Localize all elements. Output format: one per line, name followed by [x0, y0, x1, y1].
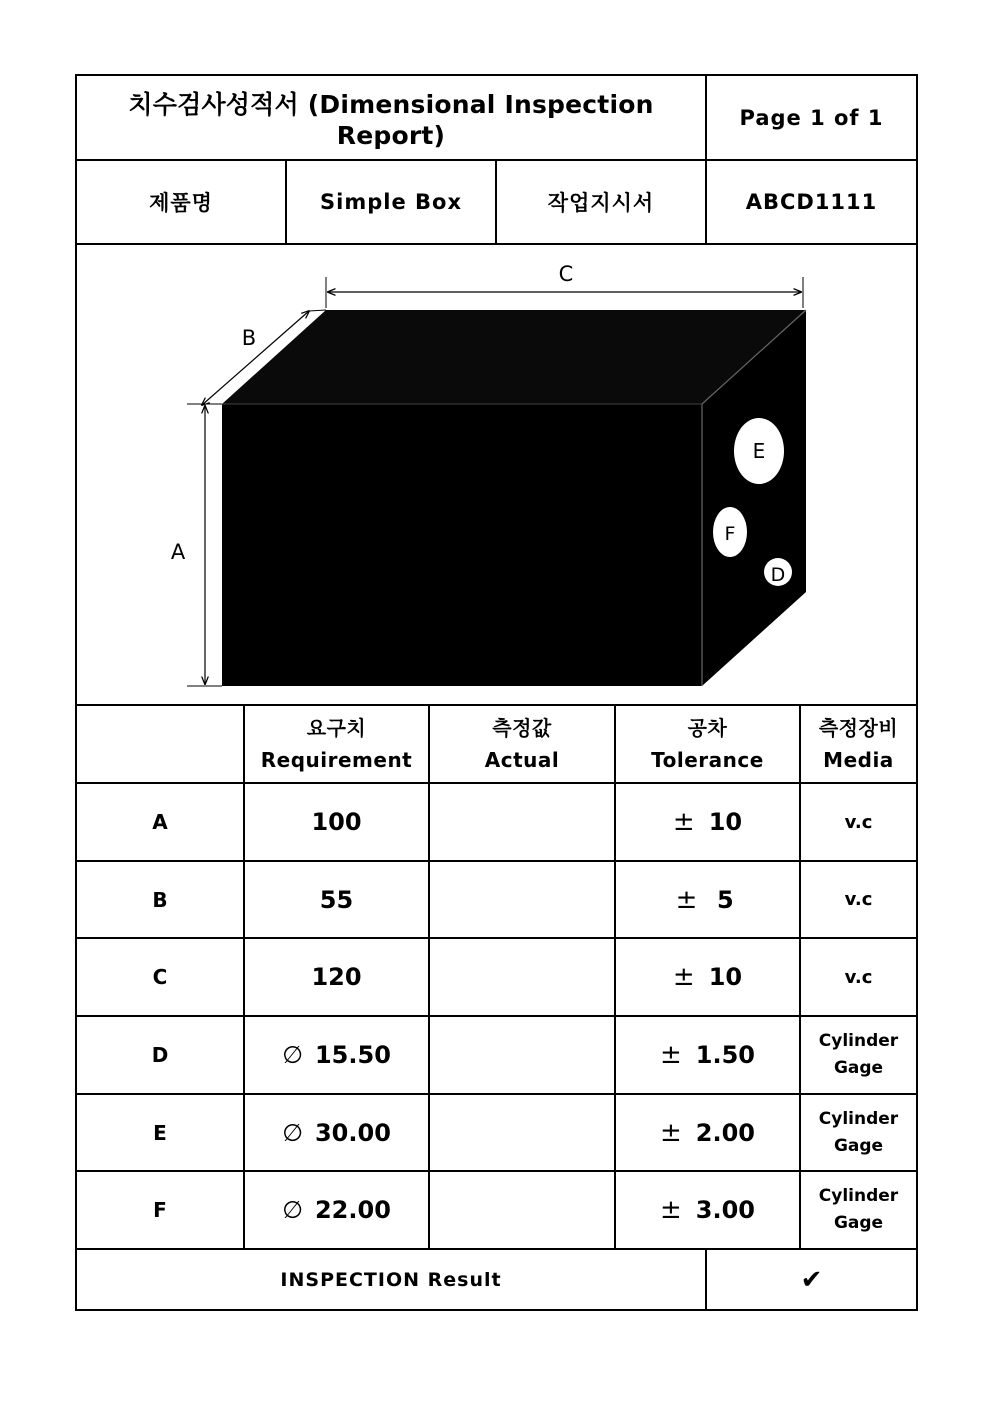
tolerance-value	[616, 1172, 799, 1248]
requirement-number: 55	[319, 885, 354, 914]
box-front-face	[222, 404, 702, 686]
label-e: E	[752, 439, 766, 463]
column-header-requirement: 요구치 Requirement	[260, 716, 413, 772]
row-label: A	[152, 810, 168, 834]
label-f: F	[724, 523, 736, 545]
row-label: D	[151, 1043, 169, 1067]
label-b: B	[241, 326, 257, 350]
tolerance-number: 2.00	[695, 1118, 755, 1147]
column-header-actual: 측정값 Actual	[484, 716, 560, 772]
media-value	[801, 1095, 916, 1170]
actual-value	[430, 784, 614, 860]
report-title: 치수검사성적서 (Dimensional Inspection Report)	[128, 90, 654, 150]
label-a: A	[170, 540, 186, 564]
row-label: E	[153, 1120, 167, 1145]
actual-value	[430, 1095, 614, 1170]
media-value	[801, 1172, 916, 1248]
requirement-number: 15.50	[314, 1041, 391, 1069]
column-header-tolerance: 공차 Tolerance	[651, 716, 764, 772]
media-line: Gage	[833, 1058, 884, 1078]
plus-minus-icon: ±	[672, 807, 695, 837]
tolerance-number: 5	[717, 885, 734, 914]
inspection-result-label: INSPECTION Result	[280, 1268, 502, 1291]
tolerance-value	[616, 784, 799, 860]
media-value	[801, 862, 916, 937]
tolerance-number: 10	[708, 808, 743, 836]
requirement-number: 120	[311, 963, 362, 991]
media-line: Cylinder	[818, 1108, 899, 1129]
tolerance-value	[616, 862, 799, 937]
actual-value	[430, 1017, 614, 1093]
requirement-value	[245, 862, 428, 937]
media-line: Gage	[833, 1213, 884, 1233]
row-label: F	[153, 1198, 167, 1222]
media-line: Cylinder	[818, 1031, 899, 1051]
media-value	[801, 784, 916, 860]
media-line: v.c	[844, 966, 873, 988]
media-line: v.c	[844, 811, 873, 833]
actual-value	[430, 862, 614, 937]
diameter-icon: ∅	[282, 1196, 303, 1224]
actual-value	[430, 939, 614, 1015]
product-name-value: Simple Box	[320, 190, 462, 214]
media-line: v.c	[844, 889, 873, 910]
plus-minus-icon: ±	[659, 1195, 682, 1225]
label-c: C	[558, 262, 574, 286]
requirement-number: 100	[311, 808, 362, 836]
row-label: C	[152, 965, 168, 989]
tolerance-value	[616, 1095, 799, 1170]
media-line: Cylinder	[818, 1186, 899, 1206]
requirement-number: 22.00	[314, 1196, 391, 1224]
plus-minus-icon: ±	[659, 1117, 682, 1148]
tolerance-number: 1.50	[695, 1041, 755, 1069]
work-order-label: 작업지시서	[547, 191, 655, 215]
product-name-label: 제품명	[149, 191, 213, 215]
diameter-icon: ∅	[282, 1041, 303, 1069]
requirement-value	[245, 1017, 428, 1093]
plus-minus-icon: ±	[659, 1040, 682, 1070]
inspection-result-check: ✔	[800, 1264, 823, 1295]
plus-minus-icon: ±	[675, 884, 698, 915]
column-header-media: 측정장비 Media	[818, 716, 899, 772]
requirement-value	[245, 939, 428, 1015]
label-d: D	[770, 564, 786, 586]
diameter-icon: ∅	[282, 1118, 303, 1147]
media-value	[801, 1017, 916, 1093]
requirement-number: 30.00	[314, 1118, 391, 1147]
tolerance-number: 10	[708, 963, 743, 991]
page-number: Page 1 of 1	[739, 105, 884, 130]
tolerance-value	[616, 939, 799, 1015]
media-value	[801, 939, 916, 1015]
media-line: Gage	[833, 1135, 884, 1156]
plus-minus-icon: ±	[672, 962, 695, 992]
tolerance-value	[616, 1017, 799, 1093]
box-drawing	[77, 245, 916, 704]
row-label: B	[152, 887, 168, 912]
requirement-value	[245, 1095, 428, 1170]
work-order-value: ABCD1111	[745, 190, 878, 214]
tolerance-number: 3.00	[695, 1196, 755, 1224]
requirement-value	[245, 1172, 428, 1248]
requirement-value	[245, 784, 428, 860]
actual-value	[430, 1172, 614, 1248]
